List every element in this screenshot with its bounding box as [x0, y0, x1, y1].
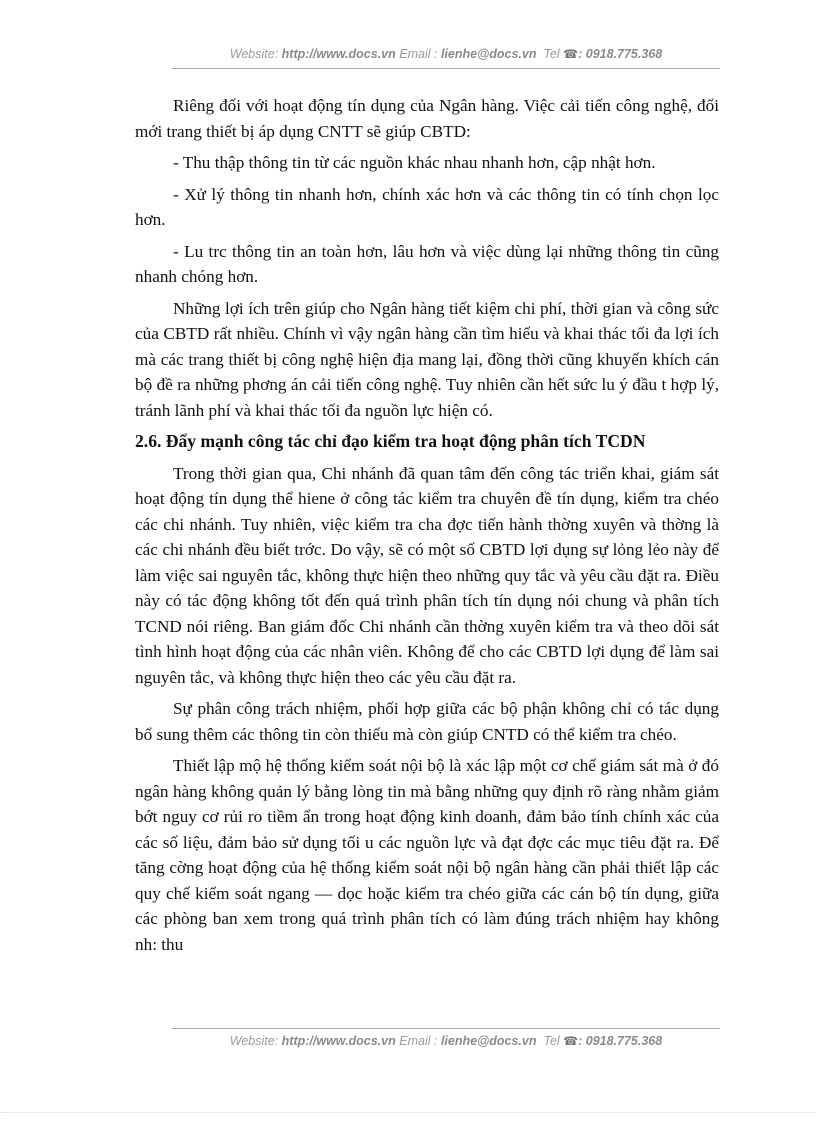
footer-email-link[interactable]: lienhe@docs.vn	[440, 1034, 537, 1048]
paragraph-inspection: Trong thời gian qua, Chi nhánh đã quan tâm đến công tác triển khai, giám sát hoạt động tín dụng thể hiene ở công tác kiểm tra chuyên đề tín dụng, kiểm tra chéo các chi nhánh. Tuy nhiên, việc kiểm tra cha đợc tiến hành thờng xuyên và thờng là các chi nhánh đều biết trớc. Do vậy, sẽ có một số CBTD lợi dụng sự lỏng lẻo này để làm việc sai nguyên tắc, không thực hiện theo những quy tắc và yêu cầu đặt ra. Điều này có tác động không tốt đến quá trình phân tích tín dụng nói chung và phân tích TCND nói riêng. Ban giám đốc Chi nhánh cần thờng xuyên kiểm tra và theo dõi sát tình hình hoạt động của các nhân viên. Không để cho các CBTD lợi dụng để làm sai nguyên tắc, và không thực hiện theo các yêu cầu đặt ra.	[135, 463, 719, 687]
list-item: - Lu trc thông tin an toàn hơn, lâu hơn và việc dùng lại những thông tin cũng nhanh chóng hơn.	[135, 241, 719, 286]
header-email-link[interactable]: lienhe@docs.vn	[440, 47, 537, 61]
document-body	[135, 93, 719, 963]
list-item: - Xử lý thông tin nhanh hơn, chính xác hơn và các thông tin có tính chọn lọc hơn.	[135, 184, 719, 229]
list-item: - Thu thập thông tin từ các nguồn khác nhau nhanh hơn, cập nhật hơn.	[173, 153, 656, 172]
section-heading: 2.6. Đẩy mạnh công tác chỉ đạo kiểm tra hoạt động phân tích TCDN	[135, 431, 646, 451]
paragraph-benefits: Những lợi ích trên giúp cho Ngân hàng tiết kiệm chi phí, thời gian và công sức của CBTD rất nhiều. Chính vì vậy ngân hàng cần tìm hiểu và khai thác tối đa lợi ích mà các trang thiết bị công nghệ hiện địa mang lại, đồng thời cũng khuyến khích cán bộ đề ra những phơng án cải tiến công nghệ. Tuy nhiên cần hết sức lu ý đầu t hợp lý, tránh lãnh phí và khai thác tối đa nguồn lực hiện có.	[135, 298, 719, 420]
phone-icon: ☎	[563, 47, 579, 61]
footer-website-label: Website:	[229, 1034, 279, 1048]
header-tel-label: Tel	[543, 47, 560, 61]
footer-phone: : 0918.775.368	[578, 1034, 663, 1048]
footer-divider	[172, 1028, 720, 1029]
page-header	[172, 47, 720, 61]
footer-website-link[interactable]: http://www.docs.vn	[281, 1034, 396, 1048]
paragraph-internal-control: Thiết lập mộ hệ thống kiểm soát nội bộ là xác lập một cơ chế giám sát mà ở đó ngân hàng không quản lý bằng lòng tin mà bằng những quy định rõ ràng nhằm giảm bớt nguy cơ rủi ro tiềm ẩn trong hoạt động kinh doanh, đảm bảo tính chính xác của các số liệu, đảm bảo sử dụng tối u các nguồn lực và đạt đợc các mục tiêu đặt ra. Để tăng cờng hoạt động của hệ thống kiểm soát nội bộ ngân hàng cần phải thiết lập các quy chế kiểm soát ngang — dọc hoặc kiểm tra chéo giữa các cán bộ tín dụng, giữa các phòng ban xem trong quá trình phân tích có làm đúng trách nhiệm hay không nh: thu	[135, 756, 719, 954]
paragraph-intro: Riêng đối với hoạt động tín dụng của Ngân hàng. Việc cải tiến công nghệ, đổi mới trang thiết bị áp dụng CNTT sẽ giúp CBTD:	[135, 96, 719, 141]
page-footer	[172, 1034, 720, 1048]
header-phone: : 0918.775.368	[578, 47, 663, 61]
header-website-label: Website:	[229, 47, 279, 61]
header-email-label: Email :	[399, 47, 438, 61]
paragraph-responsibility: Sự phân công trách nhiệm, phối hợp giữa các bộ phận không chỉ có tác dụng bổ sung thêm các thông tin còn thiếu mà còn giúp CNTD có thể kiểm tra chéo.	[135, 699, 719, 744]
phone-icon: ☎	[563, 1034, 579, 1048]
header-divider	[172, 68, 720, 69]
footer-tel-label: Tel	[543, 1034, 560, 1048]
page-edge	[0, 1112, 816, 1113]
header-website-link[interactable]: http://www.docs.vn	[281, 47, 396, 61]
footer-email-label: Email :	[399, 1034, 438, 1048]
